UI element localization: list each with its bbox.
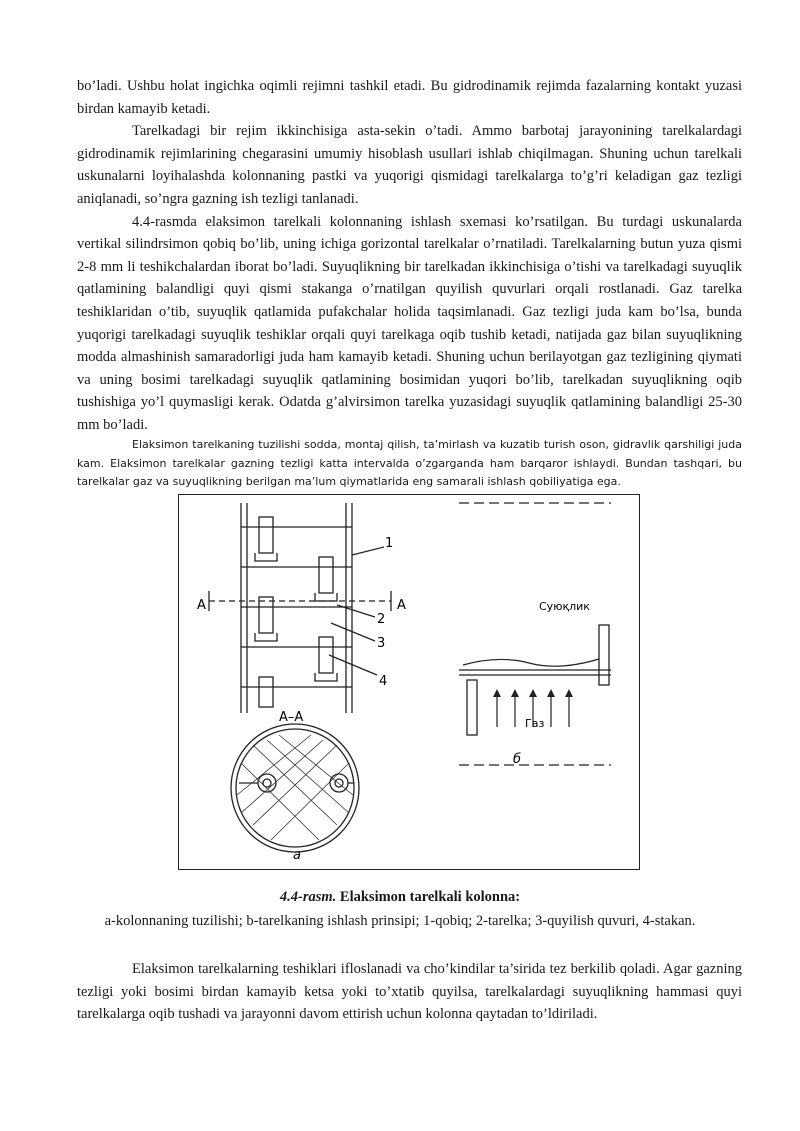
- label-a-left: A: [197, 598, 206, 613]
- paragraph-5: Elaksimon tarelkalarning teshiklari ifloslanadi va cho’kindilar ta’sirida tez berkilib qoladi. Agar gazning tezligi yoki bosimi birdan kamayib ketsa yoki to’xtatib quyilsa, tarelkalardagi suyuqlikning hammasi quyi tarelkalarga oqib tushadi va jarayonni davom ettirish uchun kolonna qaytadan to’ldiriladi.: [77, 961, 742, 1023]
- label-4: 4: [379, 674, 388, 689]
- label-3: 3: [377, 636, 386, 651]
- paragraph-4: Elaksimon tarelkaning tuzilishi sodda, montaj qilish, ta’mirlash va kuzatib turish oson, gidravlik qarshiligi juda kam. Elaksimon tarelkalar gazning tezligi katta intervalda o’zgarganda ham barqaror ishlaydi. Bundan tashqari, bu tarelkalar gaz va suyuqlikning berilgan ma’lum qiymatlarida eng samarali ishlash qobiliyatiga ega.: [77, 438, 742, 488]
- figure-caption-title: [40, 889, 760, 906]
- label-subfigure-b: б: [513, 752, 522, 767]
- paragraph-4-block: [77, 436, 742, 492]
- caption-title: Elaksimon tarelkali kolonna:: [336, 889, 521, 905]
- paragraph-1-block: [77, 75, 742, 437]
- label-2: 2: [377, 612, 386, 627]
- label-subfigure-a: a: [293, 848, 301, 863]
- caption-number: 4.4-rasm.: [279, 889, 337, 905]
- label-section: A–A: [279, 710, 304, 725]
- label-a-right: A: [397, 598, 406, 613]
- paragraph-1: bo’ladi. Ushbu holat ingichka oqimli rejimni tashkil etadi. Bu gidrodinamik rejimda fazalarning kontakt yuzasi birdan kamayib ketadi.: [77, 78, 742, 117]
- paragraph-5-block: [77, 958, 742, 1026]
- paragraph-2: Tarelkadagi bir rejim ikkinchisiga asta-sekin o’tadi. Ammo barbotaj jarayonining tarelkalardagi gidrodinamik rejimlarining chegarasini umumiy hisoblash usullari ishlab chiqilmagan. Shuning uchun tarelkali uskunalarni loyihalashda kolonnaning pastki va yuqorigi qismidagi tarelkalarga to’g’ri keladigan gaz tezligi aniqlanadi, so’ngra gazning ish tezligi tanlanadi.: [77, 123, 742, 207]
- label-gas: Газ: [525, 717, 545, 730]
- label-1: 1: [385, 536, 394, 551]
- label-liquid: Суюқлик: [539, 600, 590, 613]
- figure-4-4: [178, 494, 640, 870]
- column-diagram: [179, 495, 639, 869]
- paragraph-3: 4.4-rasmda elaksimon tarelkali kolonnaning ishlash sxemasi ko’rsatilgan. Bu turdagi uskunalarda vertikal silindrsimon qobiq bo’lib, uning ichiga gorizontal tarelkalar o’rnatiladi. Tarelkalarning butun yuza qismi 2-8 mm li teshikchalardan iborat bo’ladi. Suyuqlikning bir tarelkadan ikkinchisiga o’tishi va tarelkadagi suyuqlik qatlamining balandligi quyi qismi stakanga o’rnatilgan quyilish quvurlari orqali rostlanadi. Gaz tarelka teshiklaridan o’tib, suyuqlik qatlamida pufakchalar holida taqsimlanadi. Gaz tezligi juda kam bo’lsa, bunda yuqorigi tarelkadagi suyuqlik teshiklar orqali quyi tarelkaga oqib tushib ketadi, natijada gaz bilan suyuqlikning modda almashinish samaradorligi juda ham kamayib ketadi. Shuning uchun berilayotgan gaz tezligining qiymati va uning bosimi tarelkadagi suyuqlik qatlamining bosimidan yuqori bo’lib, tarelkadan suyuqlikning oqib tushishiga yo’l quymasligi kerak. Odatda g’alvirsimon tarelka yuzasidagi suyuqlik qatlamining balandligi 25-30 mm bo’ladi.: [77, 213, 742, 433]
- figure-caption-legend: a-kolonnaning tuzilishi; b-tarelkaning ishlash prinsipi; 1-qobiq; 2-tarelka; 3-quyilish quvuri, 4-stakan.: [104, 913, 696, 929]
